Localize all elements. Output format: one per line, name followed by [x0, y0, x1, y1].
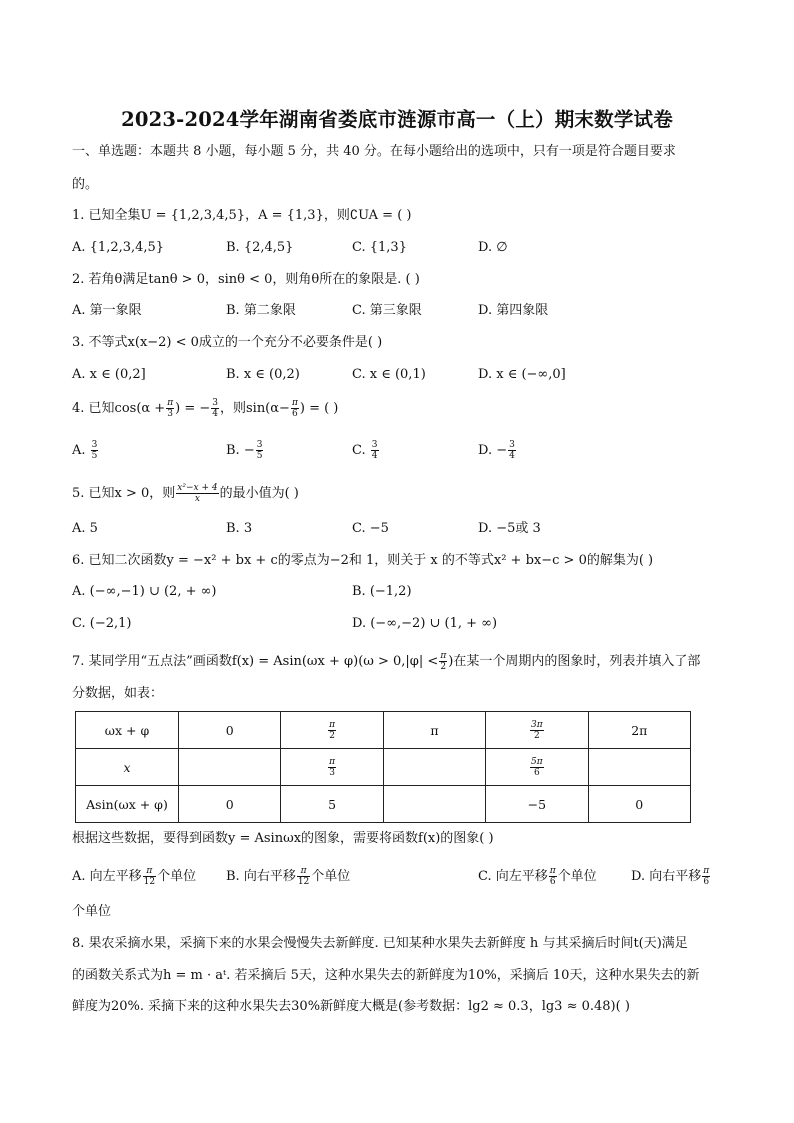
table-cell: x: [76, 749, 179, 786]
table-cell: [588, 749, 690, 786]
q4-option-b: B. − $\frac{3}{5}$: [226, 440, 263, 461]
q2-option-d: D. 第四象限: [478, 303, 549, 318]
question-1-stem: 1. 已知全集U = {1,2,3,4,5}，A = {1,3}，则∁UA = ( ): [72, 208, 412, 223]
table-cell: ωx + φ: [76, 712, 179, 749]
table-cell: $\frac{\pi}{2}$: [281, 712, 383, 749]
table-cell: $\frac{3\pi}{2}$: [486, 712, 588, 749]
q3-option-d: D. x ∈ (−∞,0]: [478, 367, 566, 382]
table-cell: $\frac{\pi}{3}$: [281, 749, 383, 786]
table-cell: [179, 749, 281, 786]
q1-option-d: D. ∅: [478, 240, 508, 255]
table-cell: −5: [486, 786, 588, 823]
table-cell: 2π: [588, 712, 690, 749]
q6-option-c: C. (−2,1): [72, 616, 132, 631]
q7-frac-pi-2: $\frac{\pi}{2}$: [440, 651, 447, 672]
q4-frac-pi-3: $\frac{\pi}{3}$: [167, 398, 174, 419]
q5-option-a: A. 5: [72, 521, 98, 536]
question-6-stem: 6. 已知二次函数y = −x² + bx + c的零点为−2和 1，则关于 x 的不等式x² + bx−c > 0的解集为( ): [72, 553, 654, 568]
question-3-stem: 3. 不等式x(x−2) < 0成立的一个充分不必要条件是( ): [72, 335, 383, 350]
q4-option-c: C. $\frac{3}{4}$: [352, 440, 378, 461]
q1-option-a: A. {1,2,3,4,5}: [72, 240, 165, 255]
q1-option-c: C. {1,3}: [352, 240, 407, 255]
table-cell: 0: [588, 786, 690, 823]
q4-frac-3-4: $\frac{3}{4}$: [212, 398, 218, 419]
q2-option-c: C. 第三象限: [352, 303, 422, 318]
q7-option-c: C. 向左平移 $\frac{\pi}{6}$ 个单位: [478, 866, 597, 887]
q6-option-d: D. (−∞,−2) ∪ (1, + ∞): [352, 616, 498, 631]
question-2-stem: 2. 若角θ满足tanθ > 0，sinθ < 0，则角θ所在的象限是. ( ): [72, 272, 420, 287]
table-cell: 0: [179, 712, 281, 749]
table-row: [76, 712, 691, 749]
five-point-table: [75, 711, 691, 823]
table-row: [76, 749, 691, 786]
q3-option-c: C. x ∈ (0,1): [352, 367, 426, 382]
section-heading-cont: 的。: [72, 177, 99, 192]
table-cell: π: [383, 712, 485, 749]
q4-option-d: D. − $\frac{3}{4}$: [478, 440, 515, 461]
question-8-stem-cont-2: 鲜度为20%. 采摘下来的这种水果失去30%新鲜度大概是(参考数据：lg2 ≈ 0.3，lg3 ≈ 0.48)( ): [72, 999, 630, 1014]
q3-option-b: B. x ∈ (0,2): [226, 367, 300, 382]
table-cell: 0: [179, 786, 281, 823]
table-cell: Asin(ωx + φ): [76, 786, 179, 823]
q3-option-a: A. x ∈ (0,2]: [72, 367, 146, 382]
question-8-stem-cont: 的函数关系式为h = m · aᵗ. 若采摘后 5天，这种水果失去的新鲜度为10%，采摘后 10天，这种水果失去的新: [72, 968, 700, 983]
table-row: [76, 786, 691, 823]
page-title: 2023-2024学年湖南省娄底市涟源市高一（上）期末数学试卷: [121, 108, 673, 131]
q7-option-b: B. 向右平移 $\frac{\pi}{12}$ 个单位: [226, 866, 351, 887]
question-7-stem: 7. 某同学用“五点法”画函数f(x) = Asin(ωx + φ)(ω > 0,|φ| < $\frac{\pi}{2}$ )在某一个周期内的图象时，列表并填入了部: [72, 651, 701, 672]
question-7-stem-cont: 分数据，如表：: [72, 686, 164, 701]
question-4-stem: [72, 398, 338, 419]
q6-option-b: B. (−1,2): [352, 584, 412, 599]
q5-option-b: B. 3: [226, 521, 253, 536]
table-cell: $\frac{5\pi}{6}$: [486, 749, 588, 786]
table-cell: [383, 786, 485, 823]
question-8-stem: 8. 果农采摘水果，采摘下来的水果会慢慢失去新鲜度. 已知某种水果失去新鲜度 h 与其采摘后时间t(天)满足: [72, 936, 688, 951]
question-5-stem: 5. 已知x > 0，则 $\frac{\text{x²−x + 4}}{x}$ 的最小值为( ): [72, 483, 299, 504]
table-cell: [383, 749, 485, 786]
q7-option-d: D. 向右平移 $\frac{\pi}{6}$: [631, 866, 710, 887]
q2-option-a: A. 第一象限: [72, 303, 142, 318]
section-heading: 一、单选题：本题共 8 小题，每小题 5 分，共 40 分。在每小题给出的选项中，只有一项是符合题目要求: [72, 144, 676, 159]
q5-option-c: C. −5: [352, 521, 389, 536]
q6-option-a: A. (−∞,−1) ∪ (2, + ∞): [72, 584, 217, 599]
question-7-followup: 根据这些数据，要得到函数y = Asinωx的图象，需要将函数f(x)的图象( ): [72, 831, 494, 846]
q5-fraction: $\frac{\text{x²−x + 4}}{x}$: [177, 483, 218, 504]
q4-stem-part-b: ) = −: [175, 401, 211, 416]
q4-option-a: A. $\frac{3}{5}$: [72, 440, 98, 461]
q2-option-b: B. 第二象限: [226, 303, 296, 318]
q1-option-b: B. {2,4,5}: [226, 240, 294, 255]
table-cell: 5: [281, 786, 383, 823]
q7-option-d-cont: 个单位: [72, 904, 112, 919]
q4-stem-part-d: ) = ( ): [299, 401, 339, 416]
q4-stem-part-c: ，则sin(α−: [219, 401, 290, 416]
q5-option-d: D. −5或 3: [478, 521, 541, 536]
q7-option-a: A. 向左平移 $\frac{\pi}{12}$ 个单位: [72, 866, 197, 887]
q4-stem-part-a: 4. 已知cos(α +: [72, 401, 166, 416]
q4-frac-pi-6: $\frac{\pi}{6}$: [291, 398, 298, 419]
